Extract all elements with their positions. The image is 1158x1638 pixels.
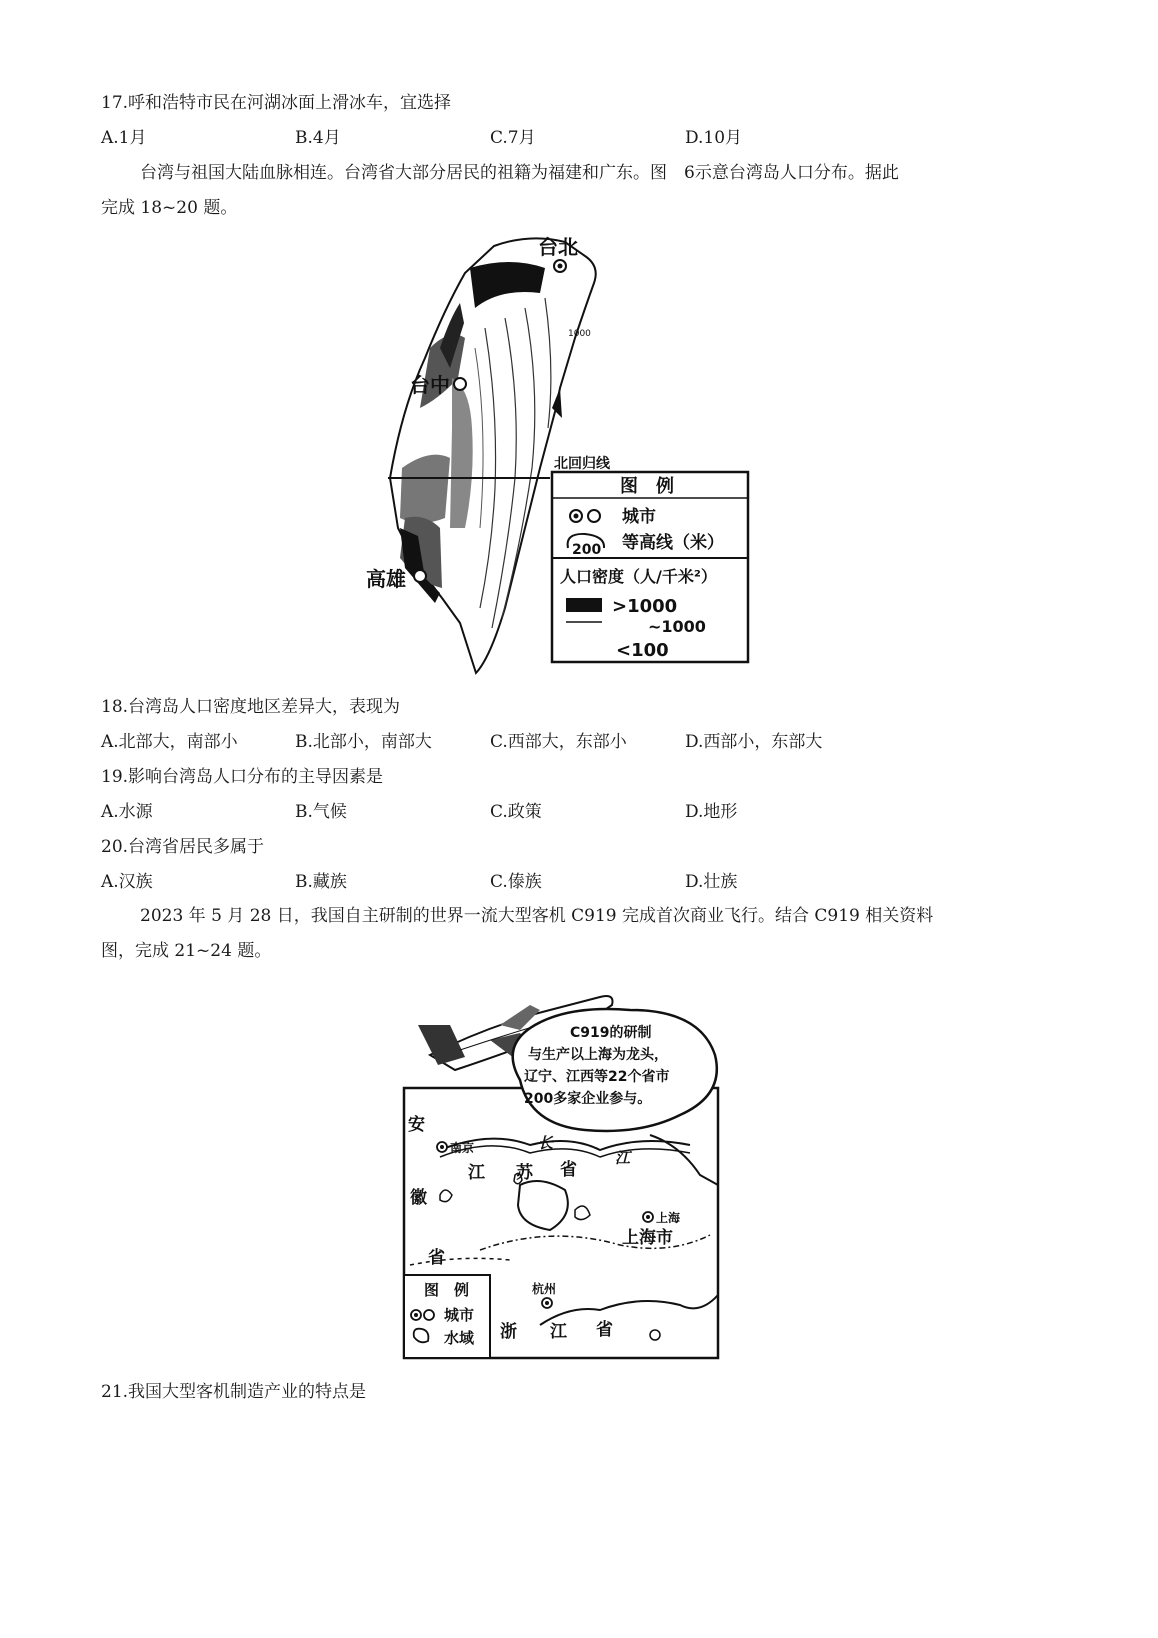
q17-option-a[interactable]: A.1月 <box>101 128 147 148</box>
q20-option-c[interactable]: C.傣族 <box>490 872 542 892</box>
c919-legend-title: 图 例 <box>424 1281 470 1299</box>
region-jiangsu-2: 苏 <box>516 1163 533 1183</box>
q20-stem: 20.台湾省居民多属于 <box>101 837 265 857</box>
city-circle-icon <box>588 510 600 522</box>
q17-option-d[interactable]: D.10月 <box>685 128 743 148</box>
city-label-hangzhou: 杭州 <box>532 1282 557 1296</box>
region-zhejiang-1: 浙 <box>500 1322 517 1342</box>
c919-legend <box>404 1275 490 1358</box>
region-shanghai: 上海市 <box>622 1228 673 1248</box>
region-anhui-3: 省 <box>428 1248 445 1268</box>
q17-stem: 17.呼和浩特市民在河湖冰面上滑冰车，宜选择 <box>101 93 452 113</box>
taiwan-legend-city: 城市 <box>622 507 656 527</box>
density-mid-label: ~1000 <box>648 617 706 636</box>
city-label-taichung: 台中 <box>410 373 450 397</box>
water-icon <box>414 1329 429 1343</box>
q17-option-b[interactable]: B.4月 <box>295 128 341 148</box>
taiwan-legend <box>552 472 748 662</box>
c919-legend-city: 城市 <box>444 1306 475 1324</box>
q18-option-a[interactable]: A.北部大，南部小 <box>101 732 238 752</box>
q17-option-c[interactable]: C.7月 <box>490 128 536 148</box>
q19-option-c[interactable]: C.政策 <box>490 802 542 822</box>
bubble-line-1: C919的研制 <box>570 1025 652 1041</box>
intro2-line2: 图，完成 21~24 题。 <box>101 941 272 961</box>
river-label-1: 长 <box>538 1134 554 1152</box>
c919-legend-water: 水域 <box>444 1329 475 1347</box>
intro1-line1: 台湾与祖国大陆血脉相连。台湾省大部分居民的祖籍为福建和广东。图 6示意台湾岛人口分布。据此 <box>140 163 899 183</box>
region-zhejiang-3: 省 <box>596 1320 613 1340</box>
q20-option-b[interactable]: B.藏族 <box>295 872 347 892</box>
region-zhejiang-2: 江 <box>550 1322 567 1342</box>
bubble-line-3: 辽宁、江西等22个省市 <box>524 1069 670 1085</box>
city-circle-icon <box>424 1310 434 1320</box>
q19-option-d[interactable]: D.地形 <box>685 802 738 822</box>
q19-stem: 19.影响台湾岛人口分布的主导因素是 <box>101 767 384 787</box>
tropic-label: 北回归线 <box>554 456 610 472</box>
q18-option-d[interactable]: D.西部小，东部大 <box>685 732 823 752</box>
q18-stem: 18.台湾岛人口密度地区差异大，表现为 <box>101 697 401 717</box>
bubble-line-4: 200多家企业参与。 <box>524 1091 652 1107</box>
contour-sample-value: 200 <box>572 542 602 558</box>
city-kaohsiung <box>366 567 426 591</box>
intro1-line2: 完成 18~20 题。 <box>101 198 238 218</box>
region-anhui-2: 徽 <box>410 1188 427 1208</box>
q18-option-b[interactable]: B.北部小，南部大 <box>295 732 432 752</box>
city-label-taipei: 台北 <box>538 235 578 259</box>
q18-option-c[interactable]: C.西部大，东部小 <box>490 732 627 752</box>
taiwan-population-map <box>366 228 760 680</box>
region-jiangsu-3: 省 <box>560 1160 577 1180</box>
density-high-swatch <box>566 598 602 612</box>
city-label-nanjing: 南京 <box>450 1141 475 1155</box>
density-legend-title: 人口密度（人/千米²） <box>560 567 717 586</box>
taiwan-legend-contour: 等高线（米） <box>622 533 724 553</box>
taiwan-legend-title: 图 例 <box>620 476 674 497</box>
region-jiangsu-1: 江 <box>468 1163 485 1183</box>
region-anhui-1: 安 <box>408 1115 425 1135</box>
speech-bubble <box>513 1009 717 1131</box>
q19-option-a[interactable]: A.水源 <box>101 802 153 822</box>
density-high-label: >1000 <box>612 596 678 617</box>
city-nanjing <box>437 1140 474 1155</box>
contour-label: 1000 <box>568 329 591 339</box>
bubble-line-2: 与生产以上海为龙头， <box>528 1047 668 1063</box>
q21-stem: 21.我国大型客机制造产业的特点是 <box>101 1382 367 1402</box>
intro2-line1: 2023 年 5 月 28 日，我国自主研制的世界一流大型客机 C919 完成首次商业飞行。结合 C919 相关资料 <box>140 906 934 926</box>
city-shanghai <box>643 1210 681 1225</box>
q20-option-d[interactable]: D.壮族 <box>685 872 738 892</box>
density-low-label: <100 <box>616 640 669 661</box>
river-label-2: 江 <box>615 1149 631 1167</box>
q19-option-b[interactable]: B.气候 <box>295 802 347 822</box>
city-label-kaohsiung: 高雄 <box>366 567 406 591</box>
c919-map <box>400 985 725 1363</box>
q20-option-a[interactable]: A.汉族 <box>101 872 153 892</box>
city-label-shanghai: 上海 <box>656 1211 681 1225</box>
